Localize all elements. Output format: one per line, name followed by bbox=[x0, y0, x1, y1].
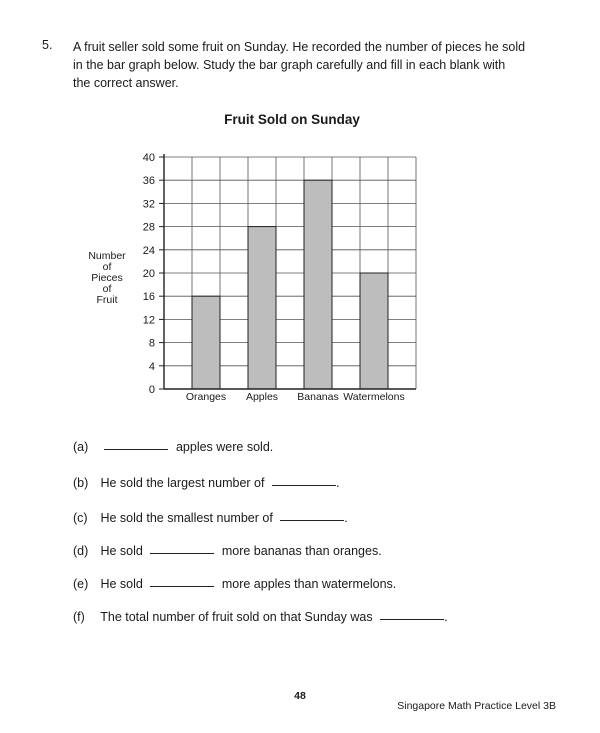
y-axis-label-line: of bbox=[102, 283, 112, 295]
answer-item-f bbox=[73, 610, 448, 624]
page-number: 48 bbox=[294, 690, 306, 702]
y-axis-label-line: of bbox=[102, 261, 112, 273]
y-tick-label: 24 bbox=[142, 244, 155, 257]
answer-item-d bbox=[73, 544, 382, 558]
answer-label: (d) bbox=[73, 544, 89, 558]
answer-blank[interactable] bbox=[104, 449, 168, 450]
chart-title: Fruit Sold on Sunday bbox=[224, 112, 360, 127]
question-line: in the bar graph below. Study the bar graph carefully and fill in each blank with bbox=[73, 58, 506, 72]
answer-blank[interactable] bbox=[380, 619, 444, 620]
answer-post-text: apples were sold. bbox=[175, 440, 274, 454]
answer-label: (f) bbox=[73, 610, 85, 624]
bar-oranges bbox=[192, 296, 220, 389]
x-tick-label: Oranges bbox=[185, 391, 227, 403]
y-axis-label-line: Fruit bbox=[96, 294, 118, 306]
answer-item-b bbox=[73, 476, 339, 490]
y-tick-label: 4 bbox=[148, 360, 155, 373]
answer-post-text: . bbox=[444, 610, 448, 624]
y-axis-label-line: Number bbox=[88, 250, 126, 262]
answer-blank[interactable] bbox=[272, 485, 336, 486]
y-tick-label: 28 bbox=[142, 221, 155, 234]
y-tick-label: 32 bbox=[142, 198, 155, 211]
y-tick-label: 16 bbox=[142, 291, 155, 304]
y-tick-label: 0 bbox=[148, 384, 155, 396]
y-tick-label: 8 bbox=[148, 337, 155, 350]
x-tick-label: Watermelons bbox=[343, 391, 405, 403]
answer-post-text: . bbox=[344, 511, 348, 525]
bar-watermelons bbox=[360, 273, 388, 389]
y-tick-label: 40 bbox=[142, 152, 155, 164]
answer-blank[interactable] bbox=[150, 553, 214, 554]
question-line: the correct answer. bbox=[73, 76, 179, 90]
answer-post-text: . bbox=[335, 476, 340, 490]
answer-label: (a) bbox=[73, 440, 89, 454]
answer-label: (b) bbox=[73, 476, 89, 490]
answer-label: (c) bbox=[73, 511, 88, 525]
answer-item-a bbox=[73, 440, 273, 454]
y-axis-label-line: Pieces bbox=[91, 272, 123, 284]
answer-blank[interactable] bbox=[280, 520, 344, 521]
x-tick-label: Bananas bbox=[297, 391, 339, 403]
question-line: A fruit seller sold some fruit on Sunday. He recorded the number of pieces he sold bbox=[73, 40, 526, 54]
y-tick-label: 36 bbox=[142, 175, 155, 188]
answer-pre-text: He sold the largest number of bbox=[100, 476, 265, 490]
answer-pre-text: He sold bbox=[100, 544, 143, 558]
answer-blank[interactable] bbox=[150, 586, 214, 587]
y-tick-label: 20 bbox=[142, 268, 155, 280]
y-tick-label: 12 bbox=[142, 314, 155, 327]
answer-post-text: more apples than watermelons. bbox=[221, 577, 397, 591]
book-title: Singapore Math Practice Level 3B bbox=[397, 700, 556, 712]
bar-apples bbox=[248, 227, 276, 389]
answer-item-e bbox=[73, 577, 396, 591]
answer-pre-text: He sold the smallest number of bbox=[100, 511, 273, 525]
answer-pre-text: He sold bbox=[100, 577, 143, 591]
answer-pre-text: The total number of fruit sold on that Sunday was bbox=[100, 610, 373, 624]
bar-bananas bbox=[304, 180, 332, 389]
answer-label: (e) bbox=[73, 577, 89, 591]
x-tick-label: Apples bbox=[245, 391, 279, 403]
question-number: 5. bbox=[42, 38, 53, 52]
answer-post-text: more bananas than oranges. bbox=[221, 544, 382, 558]
answer-item-c bbox=[73, 511, 348, 525]
